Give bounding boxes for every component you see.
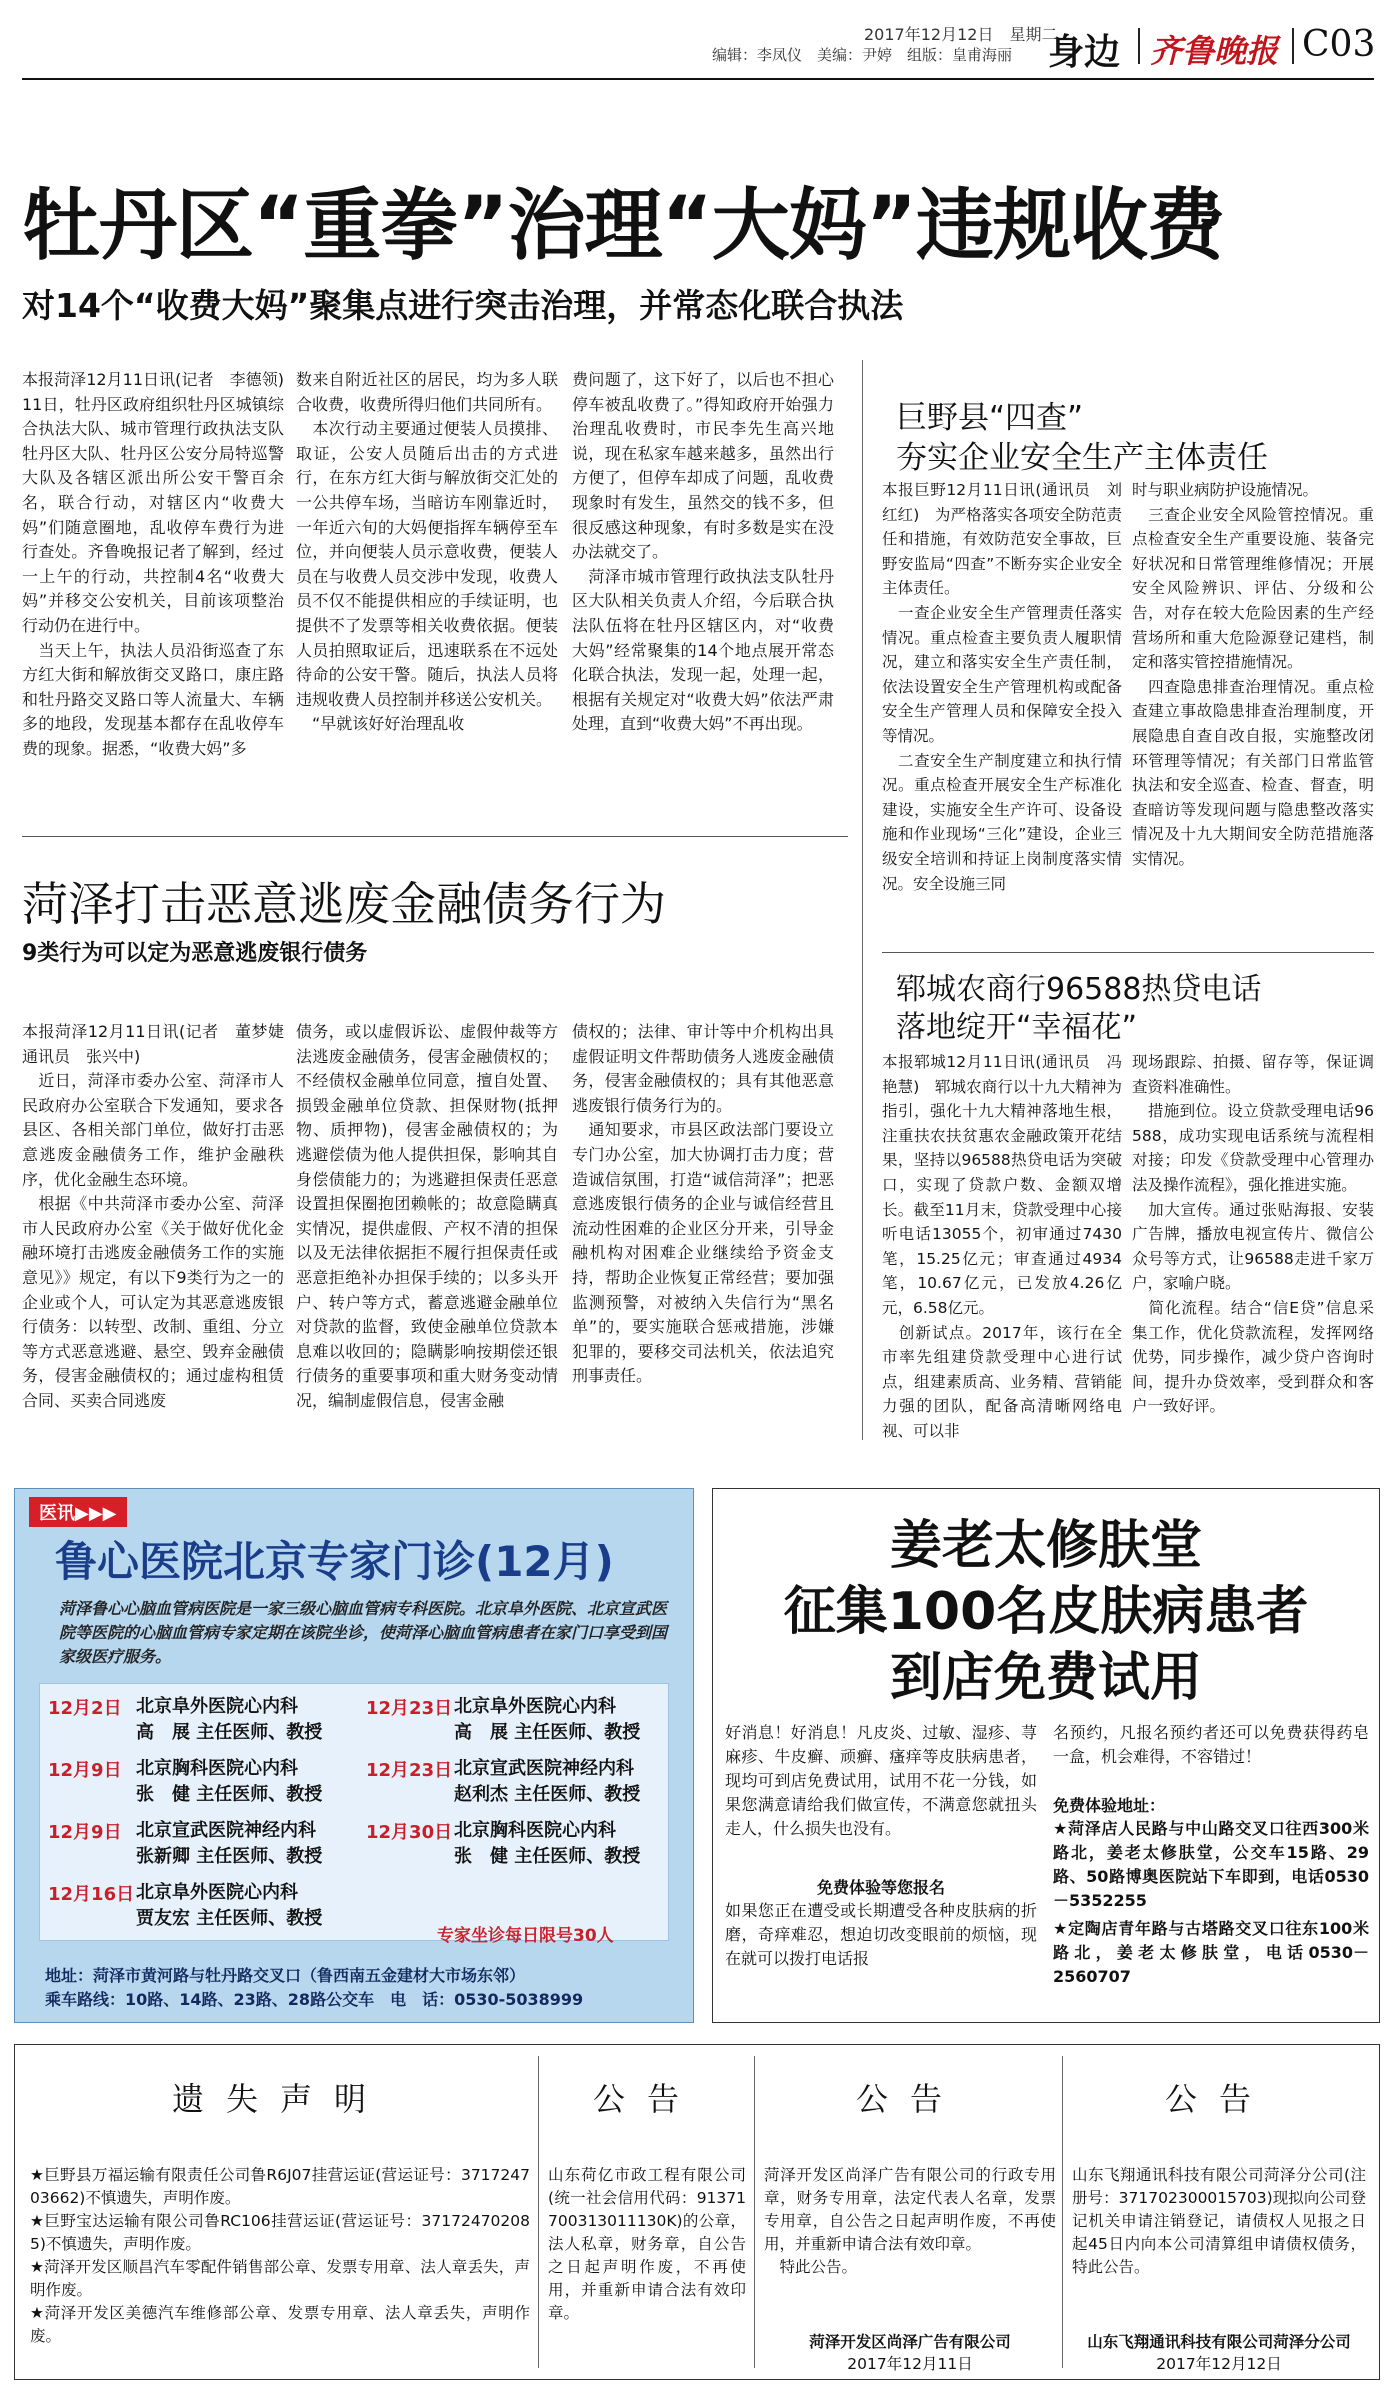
skin-col-2a: 名预约，凡报名预约者还可以免费获得药皂一盒，机会难得，不容错过！ — [1053, 1723, 1369, 1766]
skin-col-2-head: 免费体验地址： — [1053, 1796, 1166, 1815]
notice-divider — [538, 2056, 539, 2368]
schedule-doctor: 赵利杰 主任医师、教授 — [454, 1784, 641, 1805]
ad-badge: 医讯▶▶▶ — [29, 1497, 127, 1527]
header-rule — [22, 78, 1374, 80]
story2-col-3: 债权的；法律、审计等中介机构出具虚假证明文件帮助债务人逃废金融债务，侵害金融债权的；具有其他恶意逃废银行债务行为的。 通知要求，市县区政法部门要设立专门办公室，加大协调打击力度；营造诚信氛围，打造“诚信菏泽”；把恶意逃废银行债务的企业与诚信经营且流动性困难的企业区分开来，引导金融机构对困难企业继续给予资金支持，帮助企业恢复正常经营；要加强监测预警，对被纳入失信行为“黑名单”的，要实施联合惩戒措施，涉嫌犯罪的，要移交司法机关，依法追究刑事责任。 — [572, 1022, 834, 1386]
schedule-doctor: 高 展 主任医师、教授 — [454, 1722, 641, 1743]
header-date: 2017年12月12日 星期二 — [864, 25, 1058, 44]
story4-rule — [882, 952, 1374, 953]
schedule-dept: 北京阜外医院心内科 — [136, 1696, 298, 1717]
notice-date: 2017年12月12日 — [1156, 2355, 1282, 2373]
lead-headline: 牡丹区“重拳”治理“大妈”违规收费 — [22, 181, 1225, 271]
notice-signature: 菏泽开发区尚泽广告有限公司 — [809, 2333, 1011, 2351]
schedule-date: 12月30日 — [366, 1822, 453, 1843]
notice-divider — [754, 2056, 755, 2368]
lead-col-2: 数来自附近社区的居民，均为多人联合收费，收费所得归他们共同所有。 本次行动主要通过便装人员摸排、取证，公安人员随后出击的方式进行，在东方红大街与解放街交汇处的一公共停车场，当暗访车刚靠近时，一年近六旬的大妈便指挥车辆停至车位，并向便装人员示意收费，便装人员在与收费人员交涉中发现，收费人员不仅不能提供相应的手续证明，也提供不了发票等相关收费依据。便装人员拍照取证后，迅速联系在不远处待命的公安干警。随后，执法人员将违规收费人员控制并移送公安机关。 “早就该好好治理乱收 — [296, 370, 558, 734]
lead-col-1: 本报菏泽12月11日讯(记者 李德领) 11日，牡丹区政府组织牡丹区城镇综合执法大队、城市管理行政执法支队牡丹区大队、牡丹区公安分局特巡警大队及各辖区派出所公安干警百余名，联合行动，对辖区内“收费大妈”们随意圈地，乱收停车费行为进行查处。齐鲁晚报记者了解到，经过一上午的行动，共控制4名“收费大妈”并移交公安机关，目前该项整治行动仍在进行中。 当天上午，执法人员沿街巡查了东方红大街和解放街交叉路口，康庄路和牡丹路交叉路口等人流量大、车辆多的地段，发现基本都存在乱收停车费的现象。据悉，“收费大妈”多 — [22, 370, 284, 758]
col-divider — [862, 360, 863, 1440]
notice-title: 公告 — [1164, 2080, 1273, 2118]
schedule-dept: 北京宣武医院神经内科 — [136, 1820, 316, 1841]
hospital-ad — [14, 1488, 694, 2023]
notice-body: 菏泽开发区尚泽广告有限公司的行政专用章，财务专用章，法定代表人名章，发票专用章，自公告之日起声明作废，不再使用，并重新申请合法有效印章。 特此公告。 — [764, 2166, 1056, 2276]
schedule-date: 12月16日 — [48, 1884, 135, 1905]
schedule-dept: 北京阜外医院心内科 — [136, 1882, 298, 1903]
ad-intro: 菏泽鲁心心脑血管病医院是一家三级心脑血管病专科医院。北京阜外医院、北京宣武医院等医院的心脑血管病专家定期在该院坐诊，使菏泽心脑血管病患者在家门口享受到国家级医疗服务。 — [59, 1599, 668, 1666]
header-sep2 — [1292, 28, 1294, 64]
schedule-date: 12月9日 — [48, 1822, 122, 1843]
notice-body: 山东飞翔通讯科技有限公司菏泽分公司(注册号：371702300015703)现拟向公司登记机关申请注销登记，请债权人见报之日起45日内向本公司清算组申请债权债务，特此公告。 — [1072, 2166, 1366, 2276]
schedule-date: 12月23日 — [366, 1698, 453, 1719]
skin-col-1a: 好消息！好消息！凡皮炎、过敏、湿疹、荨麻疹、牛皮癣、顽癣、瘙痒等皮肤病患者，现均可到店免费试用，试用不花一分钱，如果您满意请给我们做宣传，不满意您就扭头走人，什么损失也没有。 — [725, 1723, 1037, 1838]
story4-headline-1: 郓城农商行96588热贷电话 — [896, 972, 1262, 1007]
lead-subhead: 对14个“收费大妈”聚集点进行突击治理，并常态化联合执法 — [22, 286, 904, 325]
skin-title-2: 征集100名皮肤病患者 — [783, 1582, 1309, 1642]
ad-address: 地址：菏泽市黄河路与牡丹路交叉口（鲁西南五金建材大市场东邻） — [45, 1966, 526, 1985]
skin-ad — [712, 1488, 1380, 2023]
skin-addr-2: ★定陶店青年路与古塔路交叉口往东100米路北，姜老太修肤堂，电话0530－2560707 — [1053, 1919, 1369, 1986]
schedule-dept: 北京胸科医院心内科 — [454, 1820, 616, 1841]
story2-col-1: 本报菏泽12月11日讯(记者 董梦婕 通讯员 张兴中) 近日，菏泽市委办公室、菏泽市人民政府办公室联合下发通知，要求各县区、各相关部门单位，做好打击恶意逃废金融债务工作，维护金融秩序，优化金融生态环境。 根据《中共菏泽市委办公室、菏泽市人民政府办公室《关于做好优化金融环境打击逃废金融债务工作的实施意见》》规定，有以下9类行为之一的企业或个人，可认定为其恶意逃废银行债务：以转型、改制、重组、分立等方式恶意逃避、悬空、毁弃金融债务，侵害金融债权的；通过虚构租赁合同、买卖合同逃废 — [22, 1022, 284, 1410]
schedule-dept: 北京胸科医院心内科 — [136, 1758, 298, 1779]
story3-col-1: 本报巨野12月11日讯(通讯员 刘红红) 为严格落实各项安全防范责任和措施，有效防范安全事故，巨野安监局“四查”不断夯实企业安全主体责任。 一查企业安全生产管理责任落实情况。重点检查主要负责人履职情况，建立和落实安全生产责任制，依法设置安全生产管理机构或配备安全生产管理人员和保障安全投入等情况。 二查安全生产制度建立和执行情况。重点检查开展安全生产标准化建设，实施安全生产许可、设备设施和作业现场“三化”建设，企业三级安全培训和持证上岗制度落实情况。安全设施三同 — [882, 481, 1122, 893]
paper-name: 齐鲁晚报 — [1150, 32, 1279, 70]
skin-title-1: 姜老太修肤堂 — [889, 1516, 1202, 1576]
ad-limit: 专家坐诊每日限号30人 — [437, 1926, 614, 1946]
notice-title: 公告 — [592, 2080, 701, 2118]
ad-bus: 乘车路线：10路、14路、23路、28路公交车 电 话：0530-5038999 — [45, 1990, 584, 2009]
story4-col-2: 现场跟踪、拍摄、留存等，保证调查资料准确性。 措施到位。设立贷款受理电话96588，成功实现电话系统与流程相对接；印发《贷款受理中心管理办法及操作流程》，强化推进实施。 加大宣传。通过张贴海报、安装广告牌，播放电视宣传片、微信公众号等方式，让96588走进千家万户，家喻户晓。 简化流程。结合“信E贷”信息采集工作，优化贷款流程，发挥网络优势，同步操作，减少贷户咨询时间，提升办贷效率，受到群众和客户一致好评。 — [1132, 1053, 1374, 1416]
notice-body: ★巨野县万福运输有限责任公司鲁R6J07挂营运证(营运证号：371724703662)不慎遗失，声明作废。 ★巨野宝达运输有限公司鲁RC106挂营运证(营运证号：371724702085)不慎遗失，声明作废。 ★菏泽开发区顺昌汽车零配件销售部公章、发票专用章、法人章丢失，声明作废。 ★菏泽开发区美德汽车维修部公章、发票专用章、法人章丢失，声明作废。 — [30, 2166, 530, 2345]
schedule-doctor: 张 健 主任医师、教授 — [454, 1846, 641, 1867]
lead-col-3: 费问题了，这下好了，以后也不担心停车被乱收费了。”得知政府开始强力治理乱收费时，市民李先生高兴地说，现在私家车越来越多，虽然出行方便了，但停车却成了问题，乱收费现象时有发生，虽然交的钱不多，但很反感这种现象，有时多数是实在没办法就交了。 菏泽市城市管理行政执法支队牡丹区大队相关负责人介绍，今后联合执法队伍将在牡丹区辖区内，对“收费大妈”经常聚集的14个地点展开常态化联合执法，发现一起，处理一起，根据有关规定对“收费大妈”依法严肃处理，直到“收费大妈”不再出现。 — [572, 370, 834, 734]
header-staff: 编辑：李凤仪 美编：尹婷 组版：皇甫海丽 — [712, 46, 1013, 64]
notice-signature: 山东飞翔通讯科技有限公司菏泽分公司 — [1087, 2333, 1351, 2351]
story3-col-2: 时与职业病防护设施情况。 三查企业安全风险管控情况。重点检查安全生产重要设施、装备完好状况和日常管理维修情况；开展安全风险辨识、评估、分级和公告，对存在较大危险因素的生产经营场所和重大危险源登记建档，制定和落实管控措施情况。 四查隐患排查治理情况。重点检查建立事故隐患排查治理制度，开展隐患自查自改自报，实施整改闭环管理等情况；有关部门日常监管执法和安全巡查、检查、督查，明查暗访等发现问题与隐患整改落实情况及十九大期间安全防范措施落实情况。 — [1132, 481, 1374, 868]
schedule-date: 12月2日 — [48, 1698, 122, 1719]
header-sep — [1138, 28, 1140, 64]
schedule-doctor: 贾友宏 主任医师、教授 — [136, 1908, 323, 1929]
story3-subhead: 夯实企业安全生产主体责任 — [896, 440, 1268, 476]
skin-col-1-head: 免费体验等您报名 — [816, 1878, 945, 1897]
schedule-doctor: 张 健 主任医师、教授 — [136, 1784, 323, 1805]
skin-title-3: 到店免费试用 — [889, 1648, 1202, 1708]
story3-headline: 巨野县“四查” — [896, 400, 1084, 436]
story4-headline-2: 落地绽开“幸福花” — [896, 1010, 1138, 1045]
ad-title: 鲁心医院北京专家门诊(12月) — [55, 1537, 614, 1586]
notice-title: 遗失声明 — [171, 2080, 388, 2118]
schedule-dept: 北京阜外医院心内科 — [454, 1696, 616, 1717]
notice-title: 公告 — [855, 2080, 964, 2118]
notice-date: 2017年12月11日 — [847, 2355, 973, 2373]
schedule-dept: 北京宣武医院神经内科 — [454, 1758, 634, 1779]
schedule-date: 12月9日 — [48, 1760, 122, 1781]
skin-addr-1: ★菏泽店人民路与中山路交叉口往西300米路北，姜老太修肤堂，公交车15路、29路、50路博奥医院站下车即到，电话0530－5352255 — [1053, 1819, 1369, 1910]
ad-schedule — [39, 1683, 669, 1941]
story2-subhead: 9类行为可以定为恶意逃废银行债务 — [22, 941, 368, 966]
schedule-doctor: 张新卿 主任医师、教授 — [136, 1846, 323, 1867]
notice-body: 山东荷亿市政工程有限公司(统一社会信用代码：91371700313011130K)的公章，法人私章，财务章，自公告之日起声明作废，不再使用，并重新申请合法有效印章。 — [548, 2166, 746, 2322]
story2-headline: 菏泽打击恶意逃废金融债务行为 — [22, 877, 666, 931]
notice-divider — [1062, 2056, 1063, 2368]
skin-col-1b: 如果您正在遭受或长期遭受各种皮肤病的折磨，奇痒难忍，想迫切改变眼前的烦恼，现在就可以拨打电话报 — [725, 1901, 1037, 1968]
schedule-date: 12月23日 — [366, 1760, 453, 1781]
schedule-doctor: 高 展 主任医师、教授 — [136, 1722, 323, 1743]
page-number: C03 — [1302, 24, 1376, 65]
story2-col-2: 债务，或以虚假诉讼、虚假仲裁等方法逃废金融债务，侵害金融债权的；不经债权金融单位同意，擅自处置、损毁金融单位贷款、担保财物(抵押物、质押物)，侵害金融债权的；为逃避偿债为他人提供担保，影响其自身偿债能力的；为逃避担保责任恶意设置担保圈抱团赖帐的；故意隐瞒真实情况，提供虚假、产权不清的担保以及无法律依据拒不履行担保责任或恶意拒绝补办担保手续的；以多头开户、转户等方式，蓄意逃避金融单位对贷款的监督，致使金融单位贷款本息难以收回的；隐瞒影响按期偿还银行债务的重要事项和重大财务变动情况，编制虚假信息，侵害金融 — [296, 1022, 558, 1410]
story2-rule — [22, 836, 848, 837]
story4-col-1: 本报郓城12月11日讯(通讯员 冯艳慧) 郓城农商行以十九大精神为指引，强化十九大精神落地生根，注重扶农扶贫惠农金融政策开花结果，坚持以96588热贷电话为突破口，实现了贷款户数、金额双增长。截至11月末，贷款受理中心接听电话13055个，初审通过7430笔，15.25亿元；审查通过4934笔，10.67亿元，已发放4.26亿元，6.58亿元。 创新试点。2017年，该行在全市率先组建贷款受理中心进行试点，组建素质高、业务精、营销能力强的团队，配备高清晰网络电视、可以非 — [882, 1053, 1122, 1440]
section-name: 身边 — [1048, 32, 1121, 73]
